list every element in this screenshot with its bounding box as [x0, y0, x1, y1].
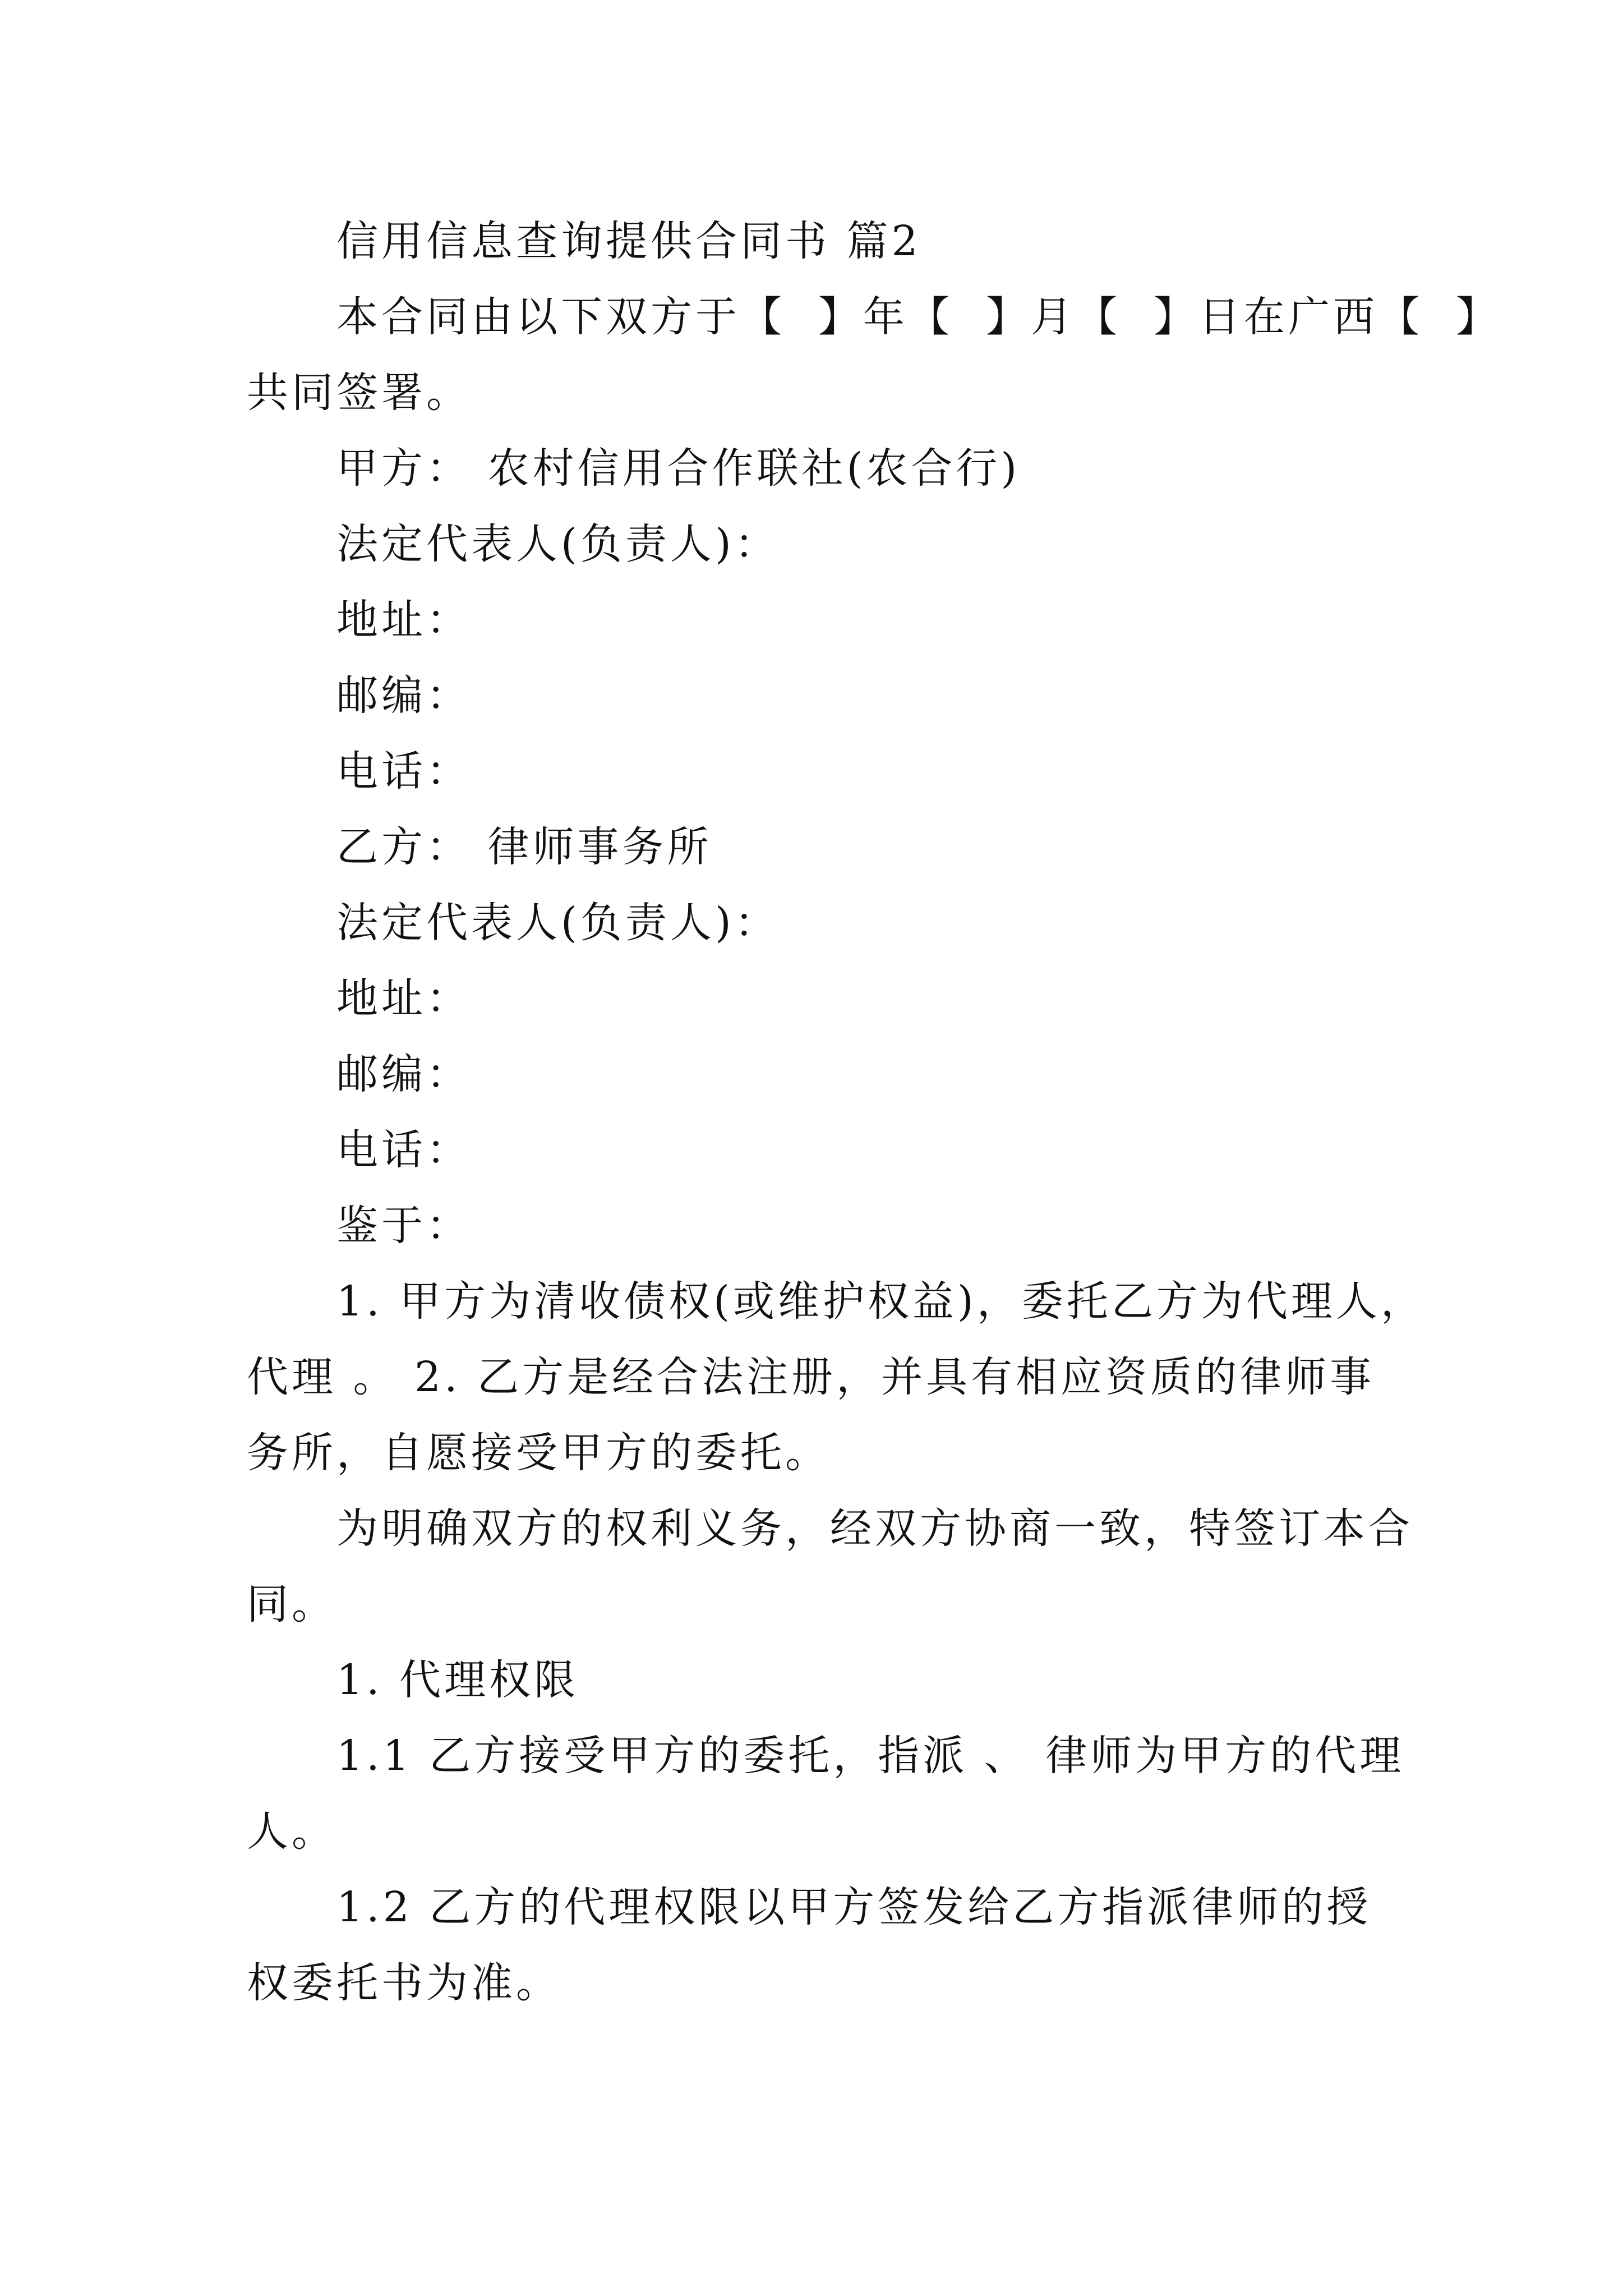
section-line: 鉴于： [336, 1202, 471, 1250]
field-line: 地址： [336, 974, 471, 1023]
field-line: 法定代表人(负责人)： [336, 899, 780, 947]
document-title: 信用信息查询提供合同书 篇2 [336, 217, 921, 265]
paragraph-line: 代理 。 2. 乙方是经合法注册，并具有相应资质的律师事 [247, 1353, 1375, 1401]
paragraph-line: 同。 [247, 1580, 336, 1628]
paragraph-line: 1.1 乙方接受甲方的委托，指派 、 律师为甲方的代理 [336, 1732, 1405, 1780]
section-heading: 1. 代理权限 [336, 1656, 579, 1704]
paragraph-line: 人。 [247, 1807, 336, 1856]
field-line: 邮编： [336, 1050, 471, 1098]
field-line: 地址： [336, 596, 471, 644]
field-line: 法定代表人(负责人)： [336, 520, 780, 568]
paragraph-line: 本合同由以下双方于【 】年【 】月【 】日在广西【 】 [336, 293, 1501, 341]
paragraph-line: 务所，自愿接受甲方的委托。 [247, 1429, 830, 1477]
party-a-line: 甲方： 农村信用合作联社(农合行) [336, 444, 1021, 493]
paragraph-line: 1. 甲方为清收债权(或维护权益)，委托乙方为代理人， [336, 1277, 1426, 1326]
field-line: 电话： [336, 747, 471, 795]
paragraph-line: 1.2 乙方的代理权限以甲方签发给乙方指派律师的授 [336, 1883, 1372, 1931]
field-line: 电话： [336, 1126, 471, 1174]
paragraph-line: 为明确双方的权利义务，经双方协商一致，特签订本合 [336, 1504, 1413, 1553]
field-line: 邮编： [336, 671, 471, 720]
paragraph-line: 共同签署。 [247, 369, 471, 417]
party-b-line: 乙方： 律师事务所 [336, 823, 712, 871]
paragraph-line: 权委托书为准。 [247, 1959, 561, 2007]
